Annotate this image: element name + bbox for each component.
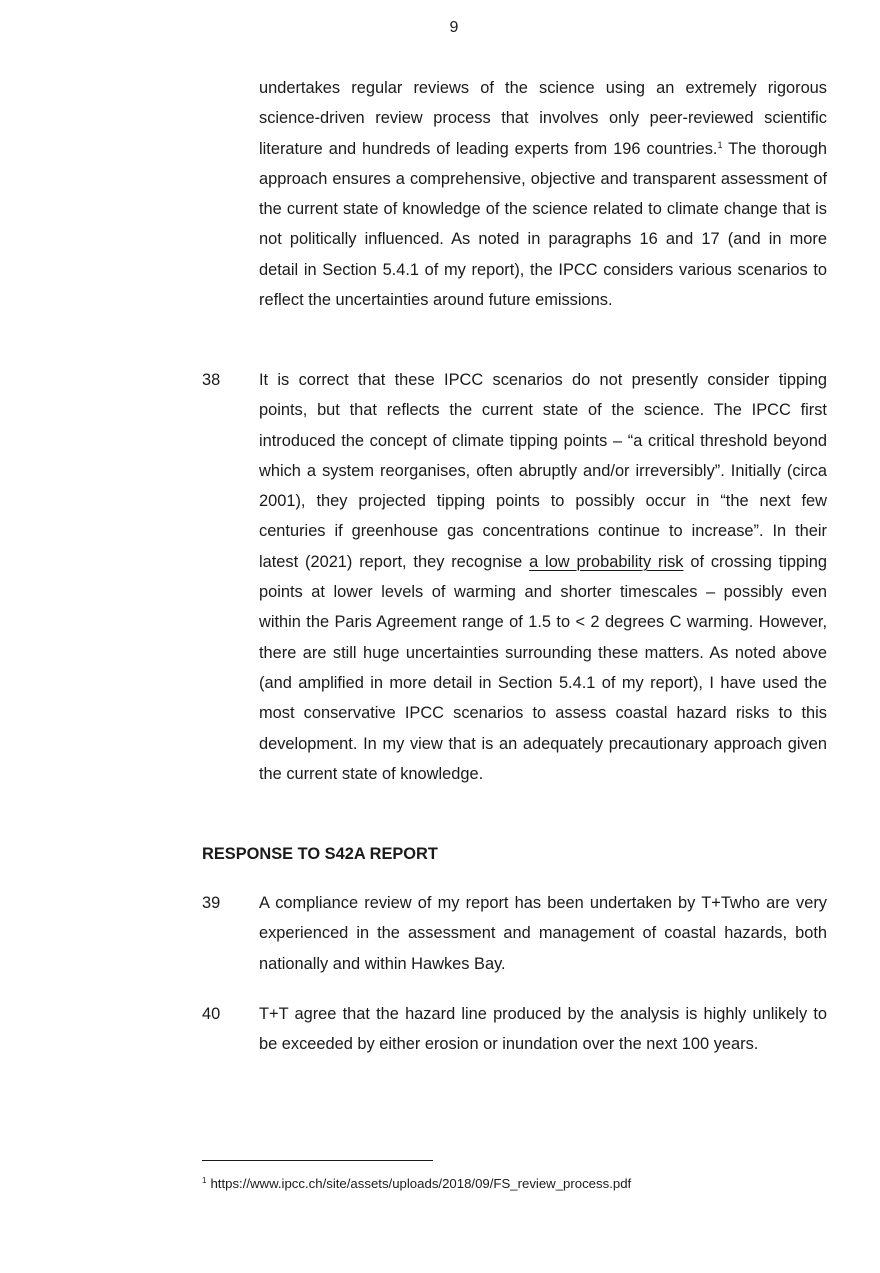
paragraph-body: T+T agree that the hazard line produced by the analysis is highly unlikely to be exceeded by either erosion or inundation over the next 100 years. xyxy=(259,1005,827,1054)
footnote-divider xyxy=(202,1160,433,1161)
paragraph-38 xyxy=(202,365,827,789)
continued-paragraph xyxy=(259,73,827,315)
paragraph-body: A compliance review of my report has been undertaken by T+Twho are very experienced in the assessment and management of coastal hazards, both nationally and within Hawkes Bay. xyxy=(259,894,827,973)
continued-paragraph-text-2: The thorough approach ensures a comprehensive, objective and transparent assessment of the current state of knowledge of the science related to climate change that is not politically influenced. As noted in paragraphs 16 and 17 (and in more detail in Section 5.4.1 of my report), the IPCC considers various scenarios to reflect the uncertainties around future emissions. xyxy=(259,139,827,310)
footnote xyxy=(202,1174,631,1194)
section-heading: RESPONSE TO S42A REPORT xyxy=(202,845,438,863)
underlined-phrase: a low probability risk xyxy=(529,552,684,571)
paragraph-number: 39 xyxy=(202,894,221,912)
footnote-reference[interactable]: 1 xyxy=(717,139,723,150)
paragraph-number: 38 xyxy=(202,371,221,389)
continued-paragraph-text-1: undertakes regular reviews of the science using an extremely rigorous science-driven review process that involves only peer-reviewed scientific literature and hundreds of leading experts from 196 countries. xyxy=(259,79,827,158)
paragraph-text: It is correct that these IPCC scenarios do not presently consider tipping points, but that reflects the current state of the science. The IPCC first introduced the concept of climate tipping points – “a critical threshold beyond which a system reorganises, often abruptly and/or irreversibly”. Initially (circa 2001), they projected tipping points to possibly occur in “the next few centuries if greenhouse gas concentrations continue to increase”. In their latest (2021) report, they recognise xyxy=(259,371,827,571)
paragraph-39 xyxy=(202,888,827,979)
paragraph-text: of crossing tipping points at lower levels of warming and shorter timescales – possibly even within the Paris Agreement range of 1.5 to < 2 degrees C warming. However, there are still huge uncertainties surrounding these matters. As noted above (and amplified in more detail in Section 5.4.1 of my report), I have used the most conservative IPCC scenarios to assess coastal hazard risks to this development. In my view that is an adequately precautionary approach given the current state of knowledge. xyxy=(259,552,827,783)
page-number: 9 xyxy=(449,19,459,36)
footnote-marker: 1 xyxy=(202,1176,207,1185)
paragraph-40 xyxy=(202,999,827,1060)
paragraph-number: 40 xyxy=(202,1005,221,1023)
paragraph-body xyxy=(259,365,827,789)
footnote-link[interactable]: https://www.ipcc.ch/site/assets/uploads/2018/09/FS_review_process.pdf xyxy=(210,1176,632,1191)
